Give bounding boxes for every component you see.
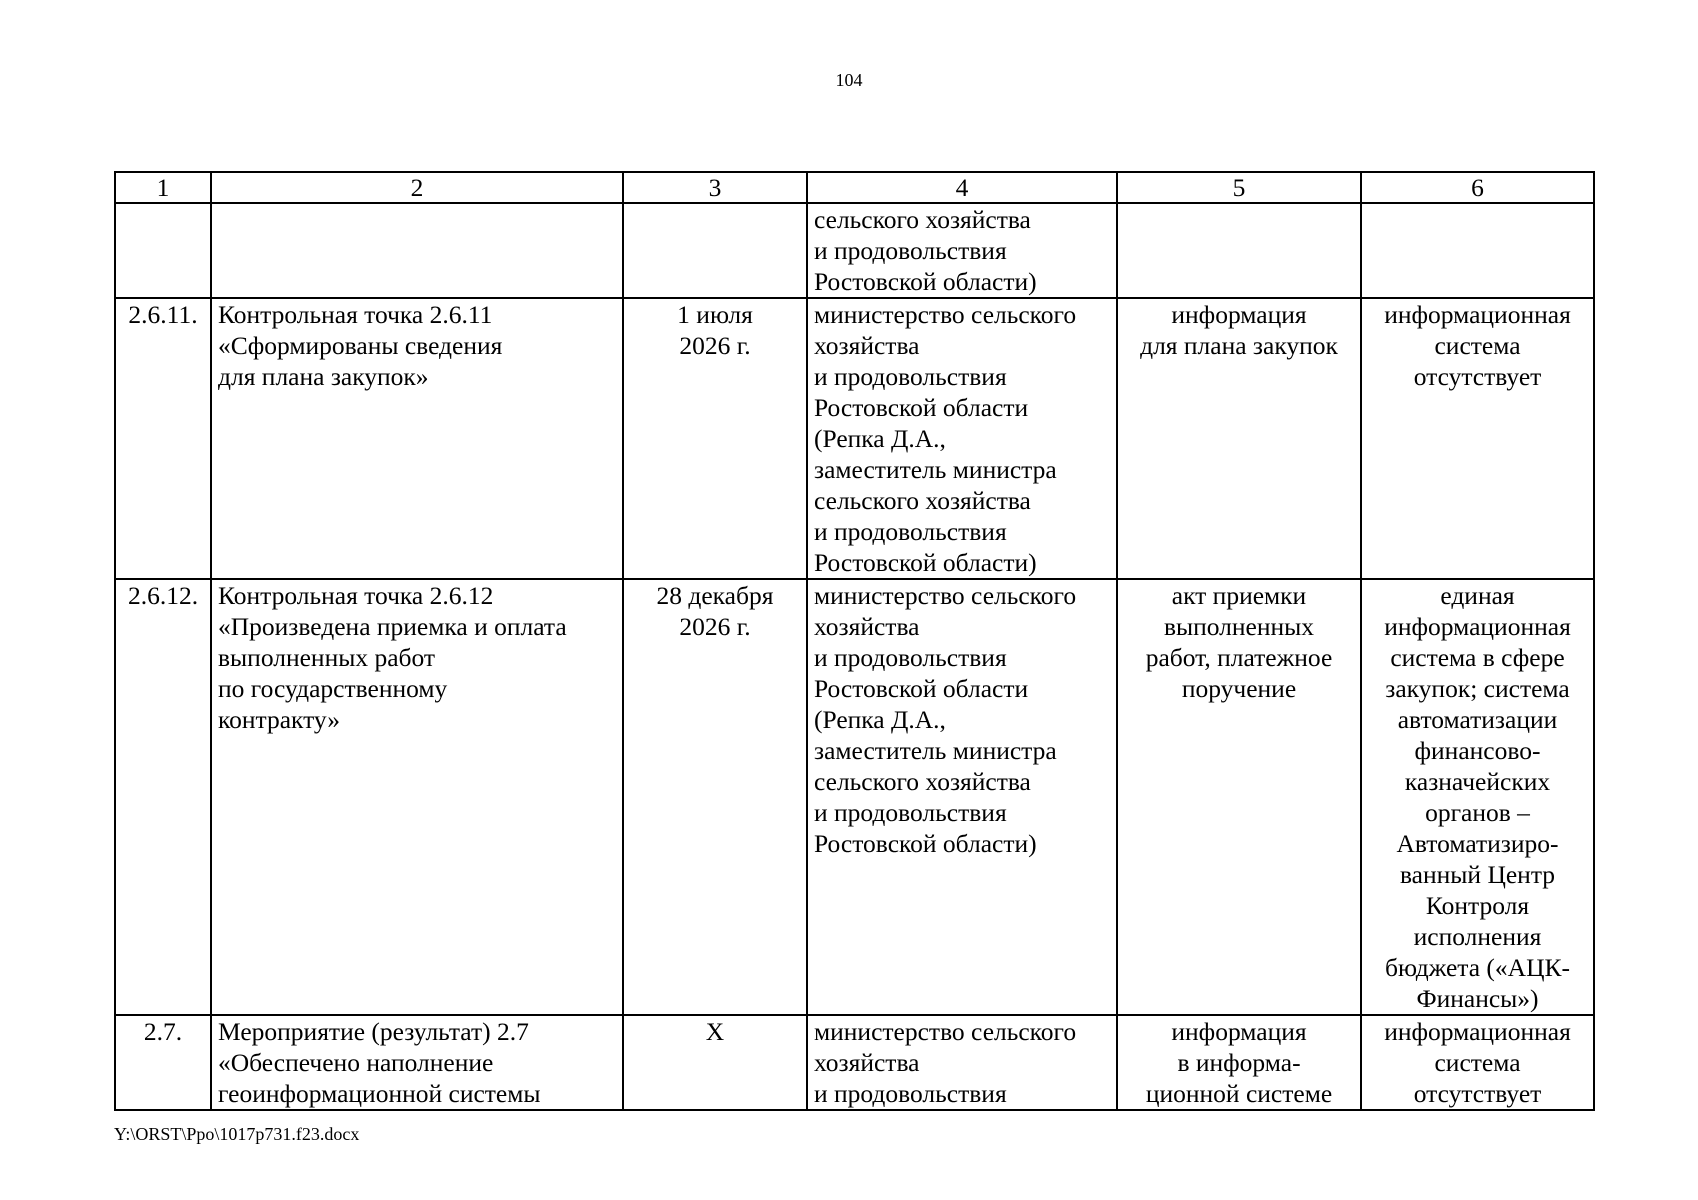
row-document-cell: информация для плана закупок bbox=[1117, 298, 1361, 579]
row-responsible-cell: сельского хозяйства и продовольствия Ростовской области) bbox=[807, 203, 1117, 298]
row-responsible-cell: министерство сельского хозяйства и продовольствия Ростовской области (Репка Д.А., заместитель министра сельского хозяйства и продовольствия Ростовской области) bbox=[807, 298, 1117, 579]
row-number-cell: 2.7. bbox=[115, 1015, 211, 1110]
row-date-cell: 1 июля 2026 г. bbox=[623, 298, 807, 579]
table-header-row bbox=[115, 172, 1594, 203]
column-header: 5 bbox=[1117, 172, 1361, 203]
row-date-cell bbox=[623, 203, 807, 298]
table-row bbox=[115, 298, 1594, 579]
row-responsible-cell: министерство сельского хозяйства и продовольствия bbox=[807, 1015, 1117, 1110]
row-document-cell bbox=[1117, 203, 1361, 298]
row-name-cell: Контрольная точка 2.6.12 «Произведена приемка и оплата выполненных работ по государственному контракту» bbox=[211, 579, 623, 1015]
column-header: 6 bbox=[1361, 172, 1594, 203]
row-number-cell: 2.6.12. bbox=[115, 579, 211, 1015]
table-row bbox=[115, 203, 1594, 298]
footer-file-path: Y:\ORST\Ppo\1017p731.f23.docx bbox=[114, 1124, 360, 1144]
row-system-cell: единая информационная система в сфере закупок; система автоматизации финансово- казначейских органов – Автоматизиро- ванный Центр Контроля исполнения бюджета («АЦК- Финансы») bbox=[1361, 579, 1594, 1015]
column-header: 2 bbox=[211, 172, 623, 203]
row-document-cell: информация в информа- ционной системе bbox=[1117, 1015, 1361, 1110]
row-name-cell: Контрольная точка 2.6.11 «Сформированы сведения для плана закупок» bbox=[211, 298, 623, 579]
row-system-cell bbox=[1361, 203, 1594, 298]
row-number-cell bbox=[115, 203, 211, 298]
row-system-cell: информационная система отсутствует bbox=[1361, 298, 1594, 579]
row-document-cell: акт приемки выполненных работ, платежное поручение bbox=[1117, 579, 1361, 1015]
table-row bbox=[115, 579, 1594, 1015]
row-responsible-cell: министерство сельского хозяйства и продовольствия Ростовской области (Репка Д.А., заместитель министра сельского хозяйства и продовольствия Ростовской области) bbox=[807, 579, 1117, 1015]
row-name-cell: Мероприятие (результат) 2.7 «Обеспечено наполнение геоинформационной системы bbox=[211, 1015, 623, 1110]
table-row bbox=[115, 1015, 1594, 1110]
page-number: 104 bbox=[835, 70, 863, 90]
column-header: 4 bbox=[807, 172, 1117, 203]
row-date-cell: 28 декабря 2026 г. bbox=[623, 579, 807, 1015]
row-number-cell: 2.6.11. bbox=[115, 298, 211, 579]
document-table bbox=[114, 171, 1595, 1111]
row-system-cell: информационная система отсутствует bbox=[1361, 1015, 1594, 1110]
column-header: 3 bbox=[623, 172, 807, 203]
row-date-cell: Х bbox=[623, 1015, 807, 1110]
row-name-cell bbox=[211, 203, 623, 298]
column-header: 1 bbox=[115, 172, 211, 203]
